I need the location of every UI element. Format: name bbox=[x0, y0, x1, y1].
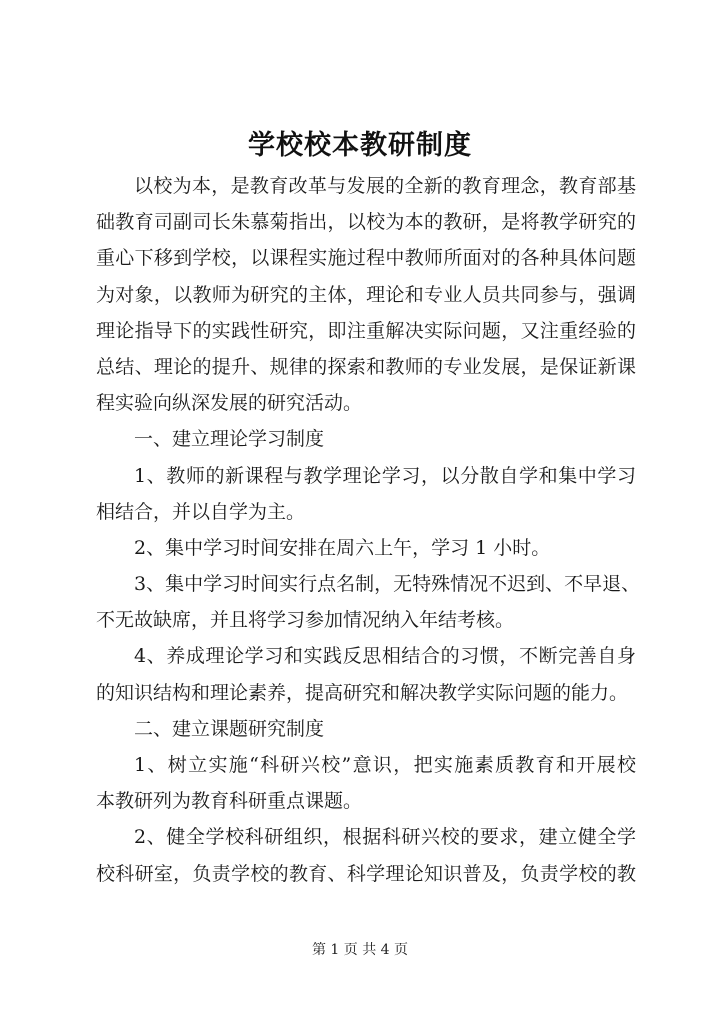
paragraph-line: 本教研列为教育科研重点课题。 bbox=[96, 790, 363, 813]
paragraph-line: 程实验向纵深发展的研究活动。 bbox=[96, 392, 363, 415]
paragraph-line: 总结、理论的提升、规律的探索和教师的专业发展，是保证新课 bbox=[96, 355, 636, 378]
page-footer: 第 1 页 共 4 页 bbox=[311, 942, 409, 958]
paragraph-line: 以校为本，是教育改革与发展的全新的教育理念，教育部基 bbox=[134, 175, 636, 197]
paragraph-line: 2、健全学校科研组织，根据科研兴校的要求，建立健全学 bbox=[134, 826, 636, 849]
document-body bbox=[96, 168, 641, 892]
paragraph-line: 理论指导下的实践性研究，即注重解决实际问题，又注重经验的 bbox=[96, 319, 636, 342]
paragraph-line: 2、集中学习时间安排在周六上午，学习 1 小时。 bbox=[134, 536, 551, 559]
section-heading: 二、建立课题研究制度 bbox=[134, 717, 325, 740]
paragraph-line: 础教育司副司长朱慕菊指出，以校为本的教研，是将教学研究的 bbox=[96, 211, 636, 234]
document-title: 学校校本教研制度 bbox=[248, 130, 472, 161]
paragraph-line: 的知识结构和理论素养，提高研究和解决教学实际问题的能力。 bbox=[96, 681, 629, 704]
paragraph-line: 不无故缺席，并且将学习参加情况纳入年结考核。 bbox=[96, 609, 515, 632]
paragraph-line: 3、集中学习时间实行点名制，无特殊情况不迟到、不早退、 bbox=[134, 573, 641, 596]
paragraph-line: 1、树立实施“科研兴校”意识，把实施素质教育和开展校 bbox=[134, 754, 636, 776]
paragraph-line: 4、养成理论学习和实践反思相结合的习惯，不断完善自身 bbox=[134, 645, 636, 668]
section-heading: 一、建立理论学习制度 bbox=[134, 428, 325, 451]
paragraph-line: 为对象，以教师为研究的主体，理论和专业人员共同参与，强调 bbox=[96, 283, 636, 306]
paragraph-line: 1、教师的新课程与教学理论学习，以分散自学和集中学习 bbox=[134, 464, 636, 487]
paragraph-line: 相结合，并以自学为主。 bbox=[96, 500, 306, 523]
paragraph-line: 校科研室，负责学校的教育、科学理论知识普及，负责学校的教 bbox=[96, 862, 636, 885]
paragraph-line: 重心下移到学校，以课程实施过程中教师所面对的各种具体问题 bbox=[96, 247, 636, 270]
